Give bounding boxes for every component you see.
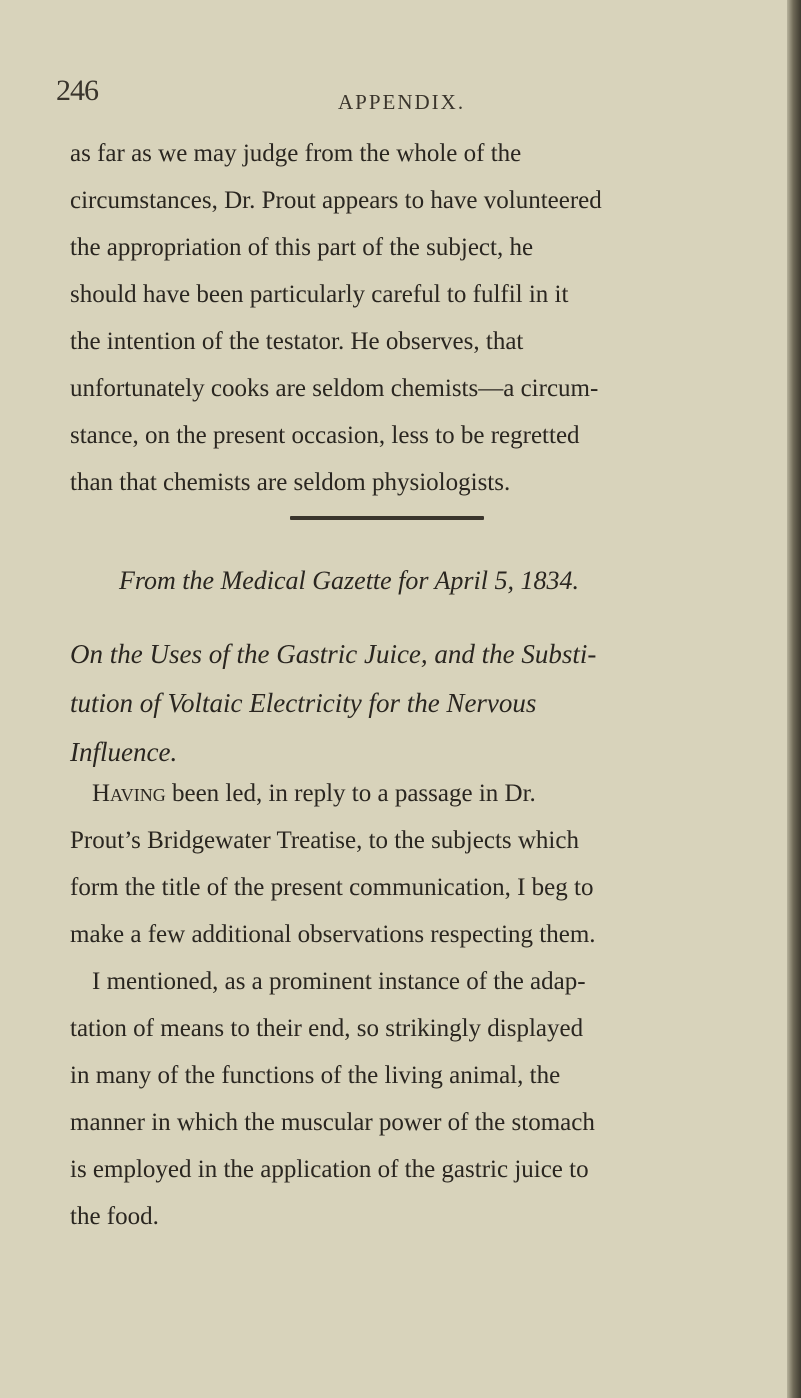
- text-line: as far as we may judge from the whole of the: [70, 140, 522, 167]
- paragraph-body: [70, 958, 690, 1240]
- text-line: the appropriation of this part of the subject, he: [70, 234, 534, 261]
- title-line: On the Uses of the Gastric Juice, and the Substi-: [70, 639, 597, 669]
- article-title: [70, 630, 596, 777]
- text-line: make a few additional observations respecting them.: [70, 921, 596, 948]
- text-line-first: [70, 770, 690, 817]
- text-line: tation of means to their end, so strikingly displayed: [70, 1015, 584, 1042]
- paragraph-opening: [70, 770, 690, 958]
- text-line: form the title of the present communication, I beg to: [70, 874, 594, 901]
- text-line: in many of the functions of the living animal, the: [70, 1062, 561, 1089]
- text-line: unfortunately cooks are seldom chemists—a circum-: [70, 375, 599, 402]
- title-line: Influence.: [70, 737, 178, 767]
- text-line: circumstances, Dr. Prout appears to have volunteered: [70, 187, 602, 214]
- text-line: Prout’s Bridgewater Treatise, to the subjects which: [70, 827, 579, 854]
- text-line: than that chemists are seldom physiologists.: [70, 469, 511, 496]
- text-line: the intention of the testator. He observes, that: [70, 328, 524, 355]
- paragraph-continued: [70, 130, 690, 506]
- text-line: manner in which the muscular power of the stomach: [70, 1109, 595, 1136]
- running-head: APPENDIX.: [338, 90, 466, 114]
- first-line-rest: been led, in reply to a passage in Dr.: [165, 780, 536, 807]
- opening-word: Having: [92, 780, 166, 807]
- text-line: the food.: [70, 1203, 159, 1230]
- title-line: tution of Voltaic Electricity for the Nervous: [70, 688, 537, 718]
- text-line: should have been particularly careful to fulfil in it: [70, 281, 569, 308]
- section-divider: [290, 516, 484, 520]
- text-line: stance, on the present occasion, less to be regretted: [70, 422, 580, 449]
- source-citation: From the Medical Gazette for April 5, 1834.: [119, 566, 580, 595]
- text-line: I mentioned, as a prominent instance of the adap-: [92, 968, 586, 995]
- text-line: is employed in the application of the gastric juice to: [70, 1156, 589, 1183]
- page-number: 246: [56, 74, 98, 107]
- page-edge-shadow: [787, 0, 801, 1398]
